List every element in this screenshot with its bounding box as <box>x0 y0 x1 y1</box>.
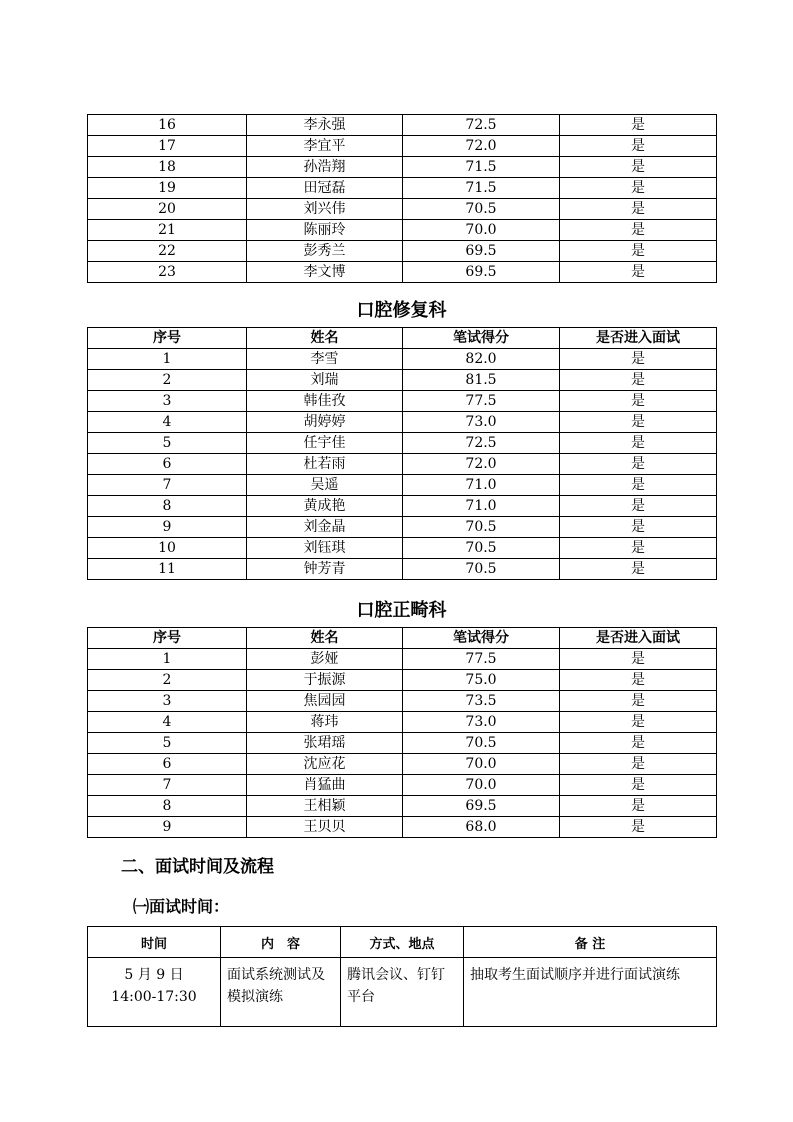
col-header-name: 姓名 <box>247 628 403 649</box>
table-row <box>88 733 717 754</box>
cell-name: 杜若雨 <box>247 454 403 475</box>
table-row <box>88 262 717 283</box>
cell-seq: 2 <box>88 370 247 391</box>
cell-name: 黄成艳 <box>247 496 403 517</box>
cell-pass: 是 <box>560 754 717 775</box>
col-header-score: 笔试得分 <box>403 628 560 649</box>
cell-pass: 是 <box>560 496 717 517</box>
col-header-name: 姓名 <box>247 328 403 349</box>
cell-score: 70.0 <box>403 754 560 775</box>
cell-score: 70.5 <box>403 733 560 754</box>
cell-score: 73.5 <box>403 691 560 712</box>
cell-score: 82.0 <box>403 349 560 370</box>
schedule-note: 抽取考生面试顺序并进行面试演练 <box>464 958 717 1027</box>
cell-seq: 5 <box>88 733 247 754</box>
table-row <box>88 649 717 670</box>
table-row <box>88 817 717 838</box>
cell-pass: 是 <box>560 262 717 283</box>
col-header-content: 内 容 <box>221 927 341 958</box>
cell-score: 73.0 <box>403 712 560 733</box>
cell-pass: 是 <box>560 817 717 838</box>
cell-pass: 是 <box>560 220 717 241</box>
cell-seq: 20 <box>88 199 247 220</box>
table-row <box>88 796 717 817</box>
table-row <box>88 754 717 775</box>
cell-pass: 是 <box>560 559 717 580</box>
schedule-header-row <box>88 927 717 958</box>
cell-score: 68.0 <box>403 817 560 838</box>
cell-seq: 11 <box>88 559 247 580</box>
table-row <box>88 454 717 475</box>
cell-seq: 7 <box>88 475 247 496</box>
cell-pass: 是 <box>560 241 717 262</box>
cell-score: 75.0 <box>403 670 560 691</box>
cell-seq: 22 <box>88 241 247 262</box>
subsection-title-time: ㈠面试时间： <box>133 897 230 916</box>
cell-score: 69.5 <box>403 796 560 817</box>
cell-seq: 6 <box>88 454 247 475</box>
cell-pass: 是 <box>560 517 717 538</box>
schedule-table <box>87 926 717 1027</box>
cell-name: 刘钰琪 <box>247 538 403 559</box>
table-body <box>88 649 717 838</box>
cell-seq: 10 <box>88 538 247 559</box>
cell-seq: 3 <box>88 391 247 412</box>
cell-seq: 4 <box>88 412 247 433</box>
cell-name: 沈应花 <box>247 754 403 775</box>
cell-pass: 是 <box>560 157 717 178</box>
cell-score: 70.5 <box>403 538 560 559</box>
cell-name: 任宇佳 <box>247 433 403 454</box>
col-header-seq: 序号 <box>88 328 247 349</box>
cell-name: 于振源 <box>247 670 403 691</box>
table-row <box>88 157 717 178</box>
cell-seq: 18 <box>88 157 247 178</box>
table-header-row <box>88 328 717 349</box>
table-prosth <box>87 327 717 580</box>
cell-seq: 17 <box>88 136 247 157</box>
cell-pass: 是 <box>560 433 717 454</box>
cell-pass: 是 <box>560 178 717 199</box>
cell-pass: 是 <box>560 691 717 712</box>
cell-pass: 是 <box>560 115 717 136</box>
cell-seq: 3 <box>88 691 247 712</box>
cell-pass: 是 <box>560 412 717 433</box>
table-ortho <box>87 627 717 838</box>
col-header-method: 方式、地点 <box>341 927 464 958</box>
table-row <box>88 412 717 433</box>
cell-seq: 19 <box>88 178 247 199</box>
cell-score: 69.5 <box>403 262 560 283</box>
table-row <box>88 670 717 691</box>
col-header-interview: 是否进入面试 <box>560 328 717 349</box>
cell-pass: 是 <box>560 454 717 475</box>
cell-name: 李永强 <box>247 115 403 136</box>
col-header-interview: 是否进入面试 <box>560 628 717 649</box>
cell-seq: 5 <box>88 433 247 454</box>
cell-score: 77.5 <box>403 391 560 412</box>
cell-name: 刘金晶 <box>247 517 403 538</box>
cell-name: 李文博 <box>247 262 403 283</box>
cell-seq: 7 <box>88 775 247 796</box>
cell-score: 71.5 <box>403 178 560 199</box>
table-header-row <box>88 628 717 649</box>
cell-name: 韩佳孜 <box>247 391 403 412</box>
cell-score: 71.0 <box>403 475 560 496</box>
table-row <box>88 349 717 370</box>
cell-pass: 是 <box>560 670 717 691</box>
cell-score: 69.5 <box>403 241 560 262</box>
table-row <box>88 475 717 496</box>
cell-pass: 是 <box>560 349 717 370</box>
col-header-note: 备 注 <box>464 927 717 958</box>
cell-seq: 9 <box>88 817 247 838</box>
schedule-content: 面试系统测试及模拟演练 <box>221 958 341 1027</box>
col-header-score: 笔试得分 <box>403 328 560 349</box>
schedule-time-cell <box>88 958 221 1027</box>
cell-name: 肖猛曲 <box>247 775 403 796</box>
cell-pass: 是 <box>560 475 717 496</box>
cell-name: 张珺瑶 <box>247 733 403 754</box>
table-row <box>88 178 717 199</box>
cell-seq: 4 <box>88 712 247 733</box>
cell-pass: 是 <box>560 199 717 220</box>
cell-score: 72.5 <box>403 115 560 136</box>
cell-score: 73.0 <box>403 412 560 433</box>
table-row <box>88 370 717 391</box>
schedule-date: 5 月 9 日 <box>124 967 184 983</box>
cell-pass: 是 <box>560 649 717 670</box>
cell-name: 刘瑞 <box>247 370 403 391</box>
cell-seq: 1 <box>88 649 247 670</box>
cell-score: 70.5 <box>403 559 560 580</box>
cell-name: 孙浩翔 <box>247 157 403 178</box>
table-body <box>88 349 717 580</box>
cell-score: 70.0 <box>403 775 560 796</box>
section-heading-ortho: 口腔正畸科 <box>356 600 447 621</box>
cell-score: 71.5 <box>403 157 560 178</box>
schedule-row <box>88 958 717 1027</box>
cell-name: 李雪 <box>247 349 403 370</box>
cell-name: 陈丽玲 <box>247 220 403 241</box>
cell-name: 焦园园 <box>247 691 403 712</box>
cell-name: 彭秀兰 <box>247 241 403 262</box>
cell-seq: 21 <box>88 220 247 241</box>
cell-name: 刘兴伟 <box>247 199 403 220</box>
cell-seq: 6 <box>88 754 247 775</box>
cell-name: 胡婷婷 <box>247 412 403 433</box>
cell-score: 72.0 <box>403 136 560 157</box>
cell-pass: 是 <box>560 712 717 733</box>
table-row <box>88 712 717 733</box>
table-body <box>88 115 717 283</box>
cell-seq: 16 <box>88 115 247 136</box>
cell-pass: 是 <box>560 775 717 796</box>
schedule-method: 腾讯会议、钉钉平台 <box>341 958 464 1027</box>
cell-pass: 是 <box>560 391 717 412</box>
cell-name: 钟芳青 <box>247 559 403 580</box>
cell-score: 70.0 <box>403 220 560 241</box>
table-row <box>88 241 717 262</box>
cell-pass: 是 <box>560 796 717 817</box>
cell-score: 70.5 <box>403 199 560 220</box>
table-row <box>88 559 717 580</box>
col-header-time: 时间 <box>88 927 221 958</box>
cell-pass: 是 <box>560 370 717 391</box>
table-row <box>88 199 717 220</box>
table-row <box>88 115 717 136</box>
schedule-hours: 14:00-17:30 <box>111 989 197 1005</box>
cell-seq: 9 <box>88 517 247 538</box>
cell-score: 77.5 <box>403 649 560 670</box>
cell-name: 田冠磊 <box>247 178 403 199</box>
table-row <box>88 538 717 559</box>
section-title-interview: 二、面试时间及流程 <box>121 857 274 877</box>
table-row <box>88 220 717 241</box>
cell-pass: 是 <box>560 136 717 157</box>
cell-name: 李宜平 <box>247 136 403 157</box>
cell-score: 81.5 <box>403 370 560 391</box>
cell-name: 蒋玮 <box>247 712 403 733</box>
section-heading-prosth: 口腔修复科 <box>356 300 447 321</box>
col-header-seq: 序号 <box>88 628 247 649</box>
cell-name: 吴遥 <box>247 475 403 496</box>
cell-seq: 1 <box>88 349 247 370</box>
cell-seq: 8 <box>88 496 247 517</box>
cell-score: 72.0 <box>403 454 560 475</box>
table-continued <box>87 114 717 283</box>
cell-name: 王贝贝 <box>247 817 403 838</box>
cell-seq: 2 <box>88 670 247 691</box>
cell-pass: 是 <box>560 538 717 559</box>
table-row <box>88 391 717 412</box>
cell-pass: 是 <box>560 733 717 754</box>
cell-score: 72.5 <box>403 433 560 454</box>
cell-name: 王相颖 <box>247 796 403 817</box>
table-row <box>88 517 717 538</box>
cell-score: 70.5 <box>403 517 560 538</box>
cell-score: 71.0 <box>403 496 560 517</box>
table-row <box>88 433 717 454</box>
cell-seq: 23 <box>88 262 247 283</box>
table-row <box>88 136 717 157</box>
table-row <box>88 775 717 796</box>
cell-name: 彭娅 <box>247 649 403 670</box>
cell-seq: 8 <box>88 796 247 817</box>
table-row <box>88 691 717 712</box>
table-row <box>88 496 717 517</box>
